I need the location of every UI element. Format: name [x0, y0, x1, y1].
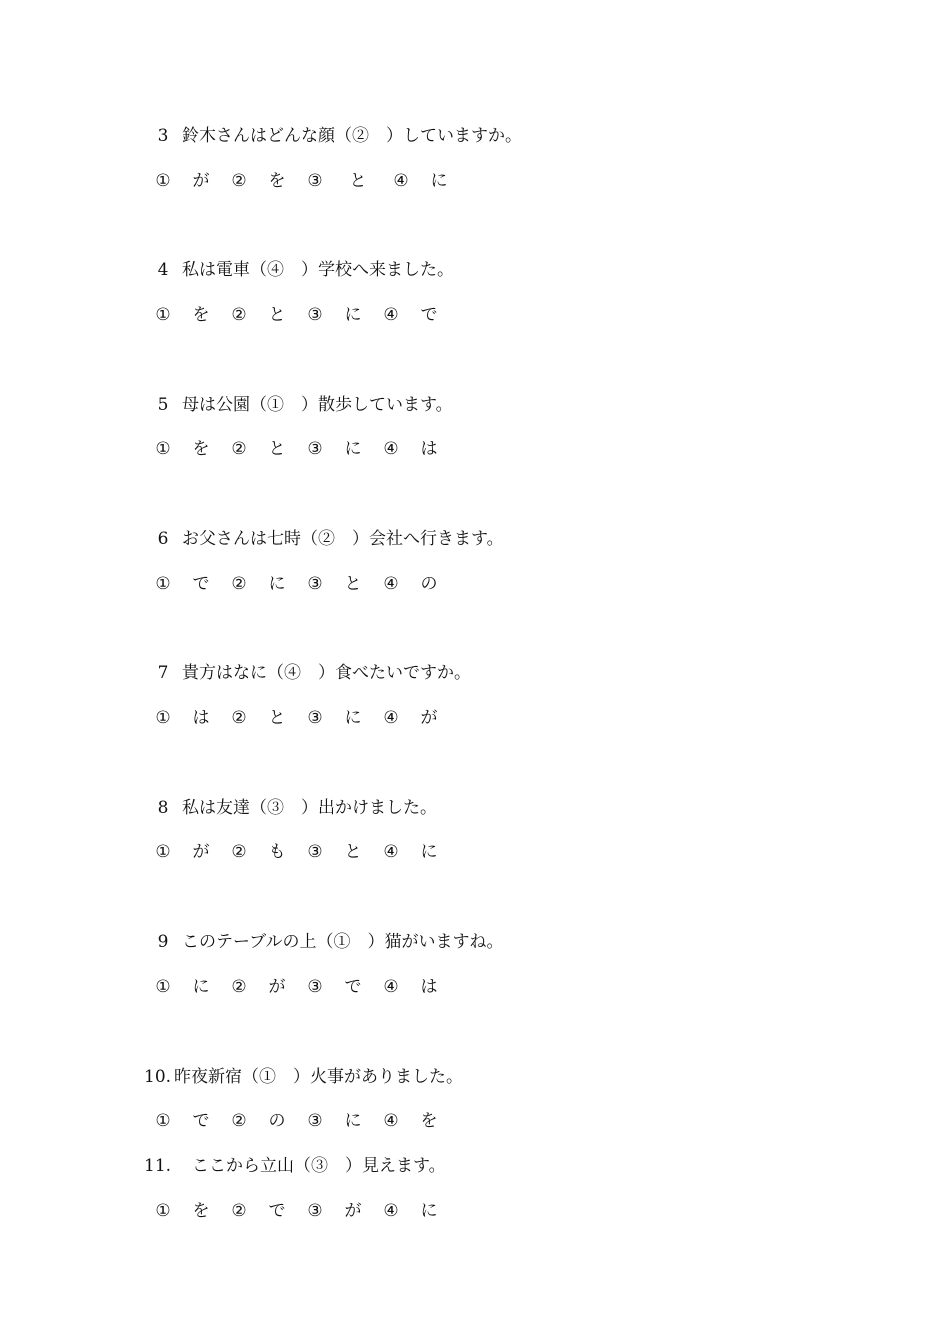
option-mark: ②: [231, 305, 247, 325]
option-mark: ②: [231, 439, 247, 459]
option-particle: で: [192, 574, 210, 594]
question-number: 8: [157, 798, 169, 818]
option-mark: ④: [383, 708, 399, 728]
question-11: [144, 1154, 446, 1178]
option-particle: の: [268, 1111, 286, 1131]
options-3: [144, 169, 458, 193]
option-particle: に: [344, 305, 362, 325]
question-7: [144, 661, 471, 685]
option-particle: に: [344, 1111, 362, 1131]
option-particle: が: [192, 171, 210, 191]
question-number: 4: [157, 260, 169, 280]
question-number: 5: [157, 395, 169, 415]
option-mark: ④: [383, 574, 399, 594]
option-mark: ②: [231, 171, 247, 191]
option-mark: ③: [307, 305, 323, 325]
option-particle: に: [420, 1201, 438, 1221]
option-particle: が: [268, 977, 286, 997]
option-particle: が: [344, 1201, 362, 1221]
option-particle: を: [192, 1201, 210, 1221]
option-mark: ③: [307, 1201, 323, 1221]
question-sentence: 私は友達（③ ）出かけました。: [182, 798, 437, 818]
option-mark: ④: [383, 977, 399, 997]
question-number: 3: [157, 126, 169, 146]
option-mark: ①: [155, 1201, 171, 1221]
option-mark: ①: [155, 842, 171, 862]
option-mark: ③: [307, 439, 323, 459]
option-particle: と: [344, 574, 362, 594]
option-mark: ④: [383, 305, 399, 325]
option-particle: と: [268, 708, 286, 728]
option-particle: に: [344, 708, 362, 728]
question-number: 10.: [144, 1067, 172, 1087]
options-11: [144, 1199, 448, 1223]
option-mark: ④: [383, 1201, 399, 1221]
option-particle: で: [344, 977, 362, 997]
question-sentence: ここから立山（③ ）見えます。: [192, 1156, 446, 1176]
option-mark: ④: [383, 439, 399, 459]
option-mark: ①: [155, 439, 171, 459]
option-particle: を: [192, 439, 210, 459]
option-particle: を: [268, 171, 286, 191]
option-mark: ③: [307, 574, 323, 594]
option-particle: も: [268, 842, 286, 862]
option-particle: を: [192, 305, 210, 325]
option-particle: と: [344, 842, 362, 862]
options-4: [144, 303, 448, 327]
option-mark: ③: [307, 1111, 323, 1131]
question-9: [144, 930, 503, 954]
option-particle: で: [420, 305, 438, 325]
option-mark: ④: [383, 1111, 399, 1131]
option-mark: ③: [307, 708, 323, 728]
options-7: [144, 706, 448, 730]
option-mark: ③: [307, 977, 323, 997]
options-6: [144, 572, 448, 596]
question-number: 7: [157, 663, 169, 683]
option-mark: ①: [155, 305, 171, 325]
option-mark: ③: [307, 842, 323, 862]
option-mark: ①: [155, 977, 171, 997]
options-5: [144, 437, 448, 461]
question-sentence: 鈴木さんはどんな顔（② ）していますか。: [182, 126, 522, 146]
question-5: [144, 393, 453, 417]
option-particle: の: [420, 574, 438, 594]
option-particle: が: [420, 708, 438, 728]
option-particle: と: [268, 305, 286, 325]
option-particle: は: [420, 977, 438, 997]
option-mark: ②: [231, 708, 247, 728]
option-particle: で: [192, 1111, 210, 1131]
question-8: [144, 796, 437, 820]
option-particle: に: [430, 171, 448, 191]
option-mark: ②: [231, 1201, 247, 1221]
option-mark: ①: [155, 1111, 171, 1131]
question-number: 6: [157, 529, 169, 549]
question-4: [144, 258, 454, 282]
option-particle: に: [420, 842, 438, 862]
options-10: [144, 1109, 448, 1133]
option-particle: は: [192, 708, 210, 728]
question-3: [144, 124, 522, 148]
option-particle: で: [268, 1201, 286, 1221]
options-9: [144, 975, 448, 999]
option-mark: ④: [383, 842, 399, 862]
option-mark: ②: [231, 574, 247, 594]
option-mark: ①: [155, 708, 171, 728]
option-particle: を: [420, 1111, 438, 1131]
question-sentence: 貴方はなに（④ ）食べたいですか。: [182, 663, 471, 683]
question-sentence: このテーブルの上（① ）猫がいますね。: [182, 932, 504, 952]
option-mark: ②: [231, 977, 247, 997]
question-sentence: お父さんは七時（② ）会社へ行きます。: [182, 529, 504, 549]
option-particle: は: [420, 439, 438, 459]
question-number: 11.: [144, 1156, 172, 1176]
option-particle: が: [192, 842, 210, 862]
question-sentence: 昨夜新宿（① ）火事がありました。: [174, 1067, 463, 1087]
option-mark: ④: [393, 171, 409, 191]
question-10: [144, 1065, 463, 1089]
option-particle: と: [349, 171, 367, 191]
option-mark: ①: [155, 171, 171, 191]
option-particle: に: [268, 574, 286, 594]
option-mark: ②: [231, 1111, 247, 1131]
option-mark: ①: [155, 574, 171, 594]
question-6: [144, 527, 504, 551]
option-particle: と: [268, 439, 286, 459]
option-particle: に: [344, 439, 362, 459]
options-8: [144, 840, 448, 864]
option-mark: ③: [307, 171, 323, 191]
question-sentence: 私は電車（④ ）学校へ来ました。: [182, 260, 454, 280]
option-particle: に: [192, 977, 210, 997]
option-mark: ②: [231, 842, 247, 862]
question-sentence: 母は公園（① ）散歩しています。: [182, 395, 453, 415]
question-number: 9: [157, 932, 169, 952]
